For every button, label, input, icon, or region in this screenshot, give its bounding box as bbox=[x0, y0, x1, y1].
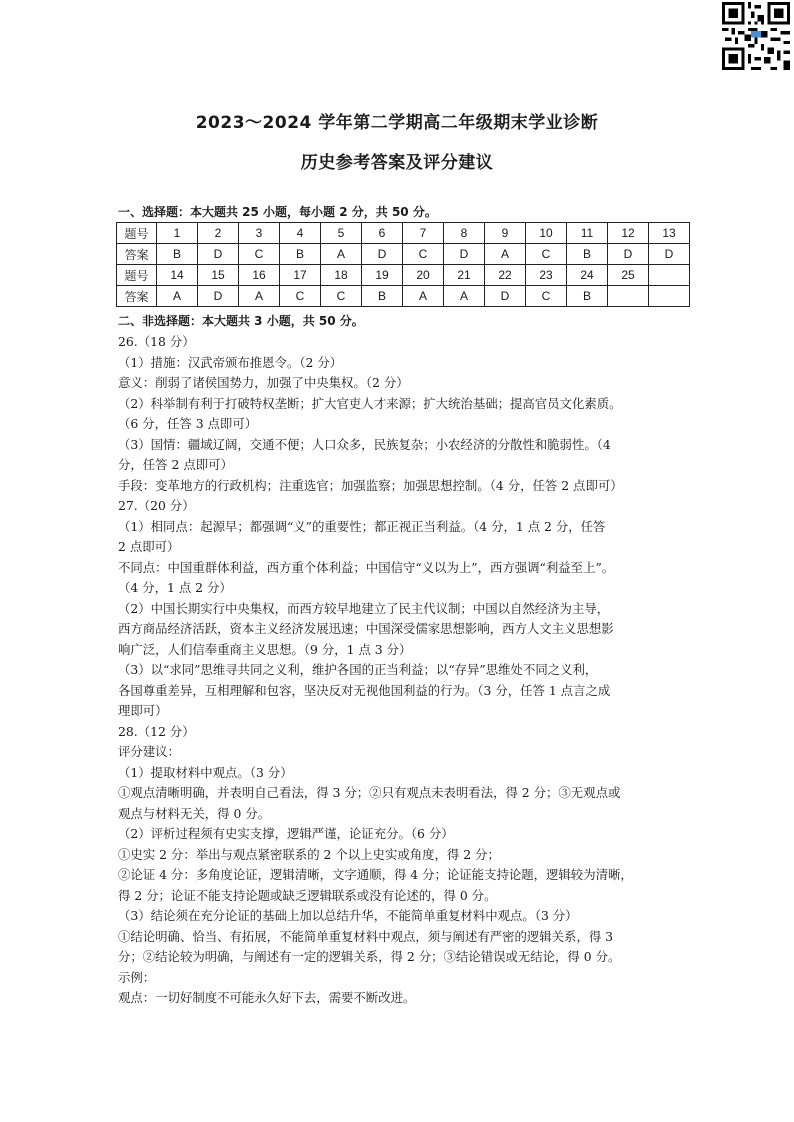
answer-cell: D bbox=[198, 244, 239, 265]
answer-cell: A bbox=[321, 244, 362, 265]
text-line: （2）评析过程须有史实支撑，逻辑严谨，论证充分。（6 分） bbox=[118, 826, 454, 841]
row-label-answer: 答案 bbox=[117, 286, 157, 307]
question-number: 17 bbox=[280, 265, 321, 286]
answer-cell: B bbox=[280, 244, 321, 265]
question-number: 12 bbox=[608, 223, 649, 244]
text-line: 示例： bbox=[118, 969, 156, 985]
question-number: 22 bbox=[485, 265, 526, 286]
text-line: 各国尊重差异，互相理解和包容，坚决反对无视他国利益的行为。（3 分，任答 1 点言之成 bbox=[118, 682, 611, 698]
text-line: （4 分，1 点 2 分） bbox=[118, 580, 232, 595]
text-line: 响广泛，人们信奉重商主义思想。（9 分，1 点 3 分） bbox=[118, 641, 412, 657]
question-number: 19 bbox=[362, 265, 403, 286]
question-number: 10 bbox=[526, 223, 567, 244]
question-number: 25 bbox=[608, 265, 649, 286]
question-number: 1 bbox=[157, 223, 198, 244]
text-line: 得 2 分；论证不能支持论题或缺乏逻辑联系或没有论述的，得 0 分。 bbox=[118, 887, 497, 903]
text-line: 26.（18 分） bbox=[118, 334, 195, 349]
text-line: （2）中国长期实行中央集权，而西方较早地建立了民主代议制；中国以自然经济为主导， bbox=[118, 600, 610, 616]
text-line: 分；②结论较为明确，与阐述有一定的逻辑关系，得 2 分；③结论错误或无结论，得 0 分。 bbox=[118, 949, 621, 964]
text-line: （3）结论须在充分论证的基础上加以总结升华，不能简单重复材料中观点。（3 分） bbox=[118, 908, 578, 923]
answer-cell: D bbox=[444, 244, 485, 265]
answer-cell: A bbox=[485, 244, 526, 265]
question-number: 6 bbox=[362, 223, 403, 244]
answer-cell: B bbox=[157, 244, 198, 265]
question-number: 13 bbox=[649, 223, 690, 244]
question-number: 8 bbox=[444, 223, 485, 244]
table-row-numbers bbox=[117, 265, 690, 286]
text-line: （2）科举制有利于打破特权垄断；扩大官吏人才来源；扩大统治基础；提高官员文化素质。 bbox=[118, 395, 622, 411]
answer-cell: D bbox=[198, 286, 239, 307]
answer-cell: C bbox=[403, 244, 444, 265]
text-line: （6 分，任答 3 点即可） bbox=[118, 416, 258, 431]
text-line: 观点：一切好制度不可能永久好下去，需要不断改进。 bbox=[118, 990, 416, 1005]
question-number: 14 bbox=[157, 265, 198, 286]
document-subtitle: 历史参考答案及评分建议 bbox=[300, 153, 494, 173]
text-line: （3）国情：疆域辽阔，交通不便；人口众多，民族复杂；小农经济的分散性和脆弱性。（4 bbox=[118, 436, 611, 452]
answer-cell: C bbox=[239, 244, 280, 265]
answer-cell: A bbox=[239, 286, 280, 307]
question-number: 5 bbox=[321, 223, 362, 244]
text-line: ①观点清晰明确，并表明自己看法，得 3 分；②只有观点未表明看法，得 2 分；③无观点或 bbox=[118, 785, 621, 800]
text-line: 西方商品经济活跃，资本主义经济发展迅速；中国深受儒家思想影响，西方人文主义思想影 bbox=[118, 621, 614, 636]
answer-cell: D bbox=[485, 286, 526, 307]
question-number: 21 bbox=[444, 265, 485, 286]
text-line: ②论证 4 分：多角度论证，逻辑清晰，文字通顺，得 4 分；论证能支持论题，逻辑较为清晰， bbox=[118, 867, 633, 882]
answer-cell: B bbox=[362, 286, 403, 307]
answer-cell: D bbox=[362, 244, 403, 265]
text-line: 手段：变革地方的行政机构；注重选官；加强监察；加强思想控制。（4 分，任答 2 点即可） bbox=[118, 477, 623, 493]
table-row-numbers bbox=[117, 223, 690, 244]
text-line: 不同点：中国重群体利益，西方重个体利益；中国信守“义以为上”，西方强调“利益至上”。 bbox=[118, 559, 615, 575]
question-number: 15 bbox=[198, 265, 239, 286]
question-number: 18 bbox=[321, 265, 362, 286]
answer-cell: A bbox=[444, 286, 485, 307]
answer-cell: A bbox=[403, 286, 444, 307]
question-number: 3 bbox=[239, 223, 280, 244]
answer-body bbox=[118, 332, 678, 1009]
section-heading-non-choice: 二、非选择题：本大题共 3 小题，共 50 分。 bbox=[118, 314, 364, 328]
document-title: 2023～2024 学年第二学期高二年级期末学业诊断 bbox=[195, 113, 599, 133]
answer-cell: A bbox=[157, 286, 198, 307]
question-number bbox=[649, 265, 690, 286]
table-row-answers bbox=[117, 286, 690, 307]
text-line: ①史实 2 分：举出与观点紧密联系的 2 个以上史实或角度，得 2 分； bbox=[118, 846, 500, 862]
text-line: 2 点即可） bbox=[118, 539, 180, 554]
question-number: 11 bbox=[567, 223, 608, 244]
answer-cell bbox=[649, 286, 690, 307]
row-label-number: 题号 bbox=[117, 265, 157, 286]
row-label-answer: 答案 bbox=[117, 244, 157, 265]
question-number: 9 bbox=[485, 223, 526, 244]
answer-table bbox=[116, 222, 690, 307]
question-number: 24 bbox=[567, 265, 608, 286]
text-line: （3）以“求同”思维寻共同之义利，维护各国的正当利益；以“存异”思维处不同之义利， bbox=[118, 662, 598, 677]
answer-cell: D bbox=[649, 244, 690, 265]
table-row-answers bbox=[117, 244, 690, 265]
question-number: 7 bbox=[403, 223, 444, 244]
answer-cell bbox=[608, 286, 649, 307]
answer-cell: B bbox=[567, 244, 608, 265]
question-number: 2 bbox=[198, 223, 239, 244]
text-line: 意义：削弱了诸侯国势力，加强了中央集权。（2 分） bbox=[118, 375, 409, 390]
answer-cell: C bbox=[526, 244, 567, 265]
answer-cell: C bbox=[321, 286, 362, 307]
question-number: 23 bbox=[526, 265, 567, 286]
qr-code bbox=[722, 2, 790, 70]
answer-cell: C bbox=[280, 286, 321, 307]
text-line: 分，任答 2 点即可） bbox=[118, 457, 233, 472]
answer-cell: D bbox=[608, 244, 649, 265]
text-line: 观点与材料无关，得 0 分。 bbox=[118, 805, 271, 821]
text-line: （1）相同点：起源早；都强调“义”的重要性；都正视正当利益。（4 分，1 点 2 分，任答 bbox=[118, 518, 606, 534]
answer-cell: C bbox=[526, 286, 567, 307]
question-number: 16 bbox=[239, 265, 280, 286]
text-line: ①结论明确、恰当、有拓展，不能简单重复材料中观点，须与阐述有严密的逻辑关系，得 3 bbox=[118, 928, 614, 944]
text-line: 28.（12 分） bbox=[118, 723, 195, 739]
text-line: 理即可） bbox=[118, 703, 168, 718]
row-label-number: 题号 bbox=[117, 223, 157, 244]
text-line: （1）提取材料中观点。（3 分） bbox=[118, 764, 293, 780]
answer-cell: B bbox=[567, 286, 608, 307]
text-line: （1）措施：汉武帝颁布推恩令。（2 分） bbox=[118, 354, 343, 370]
question-number: 20 bbox=[403, 265, 444, 286]
text-line: 27.（20 分） bbox=[118, 498, 195, 513]
question-number: 4 bbox=[280, 223, 321, 244]
section-heading-multiple-choice: 一、选择题：本大题共 25 小题，每小题 2 分，共 50 分。 bbox=[118, 205, 437, 219]
text-line: 评分建议： bbox=[118, 744, 180, 759]
